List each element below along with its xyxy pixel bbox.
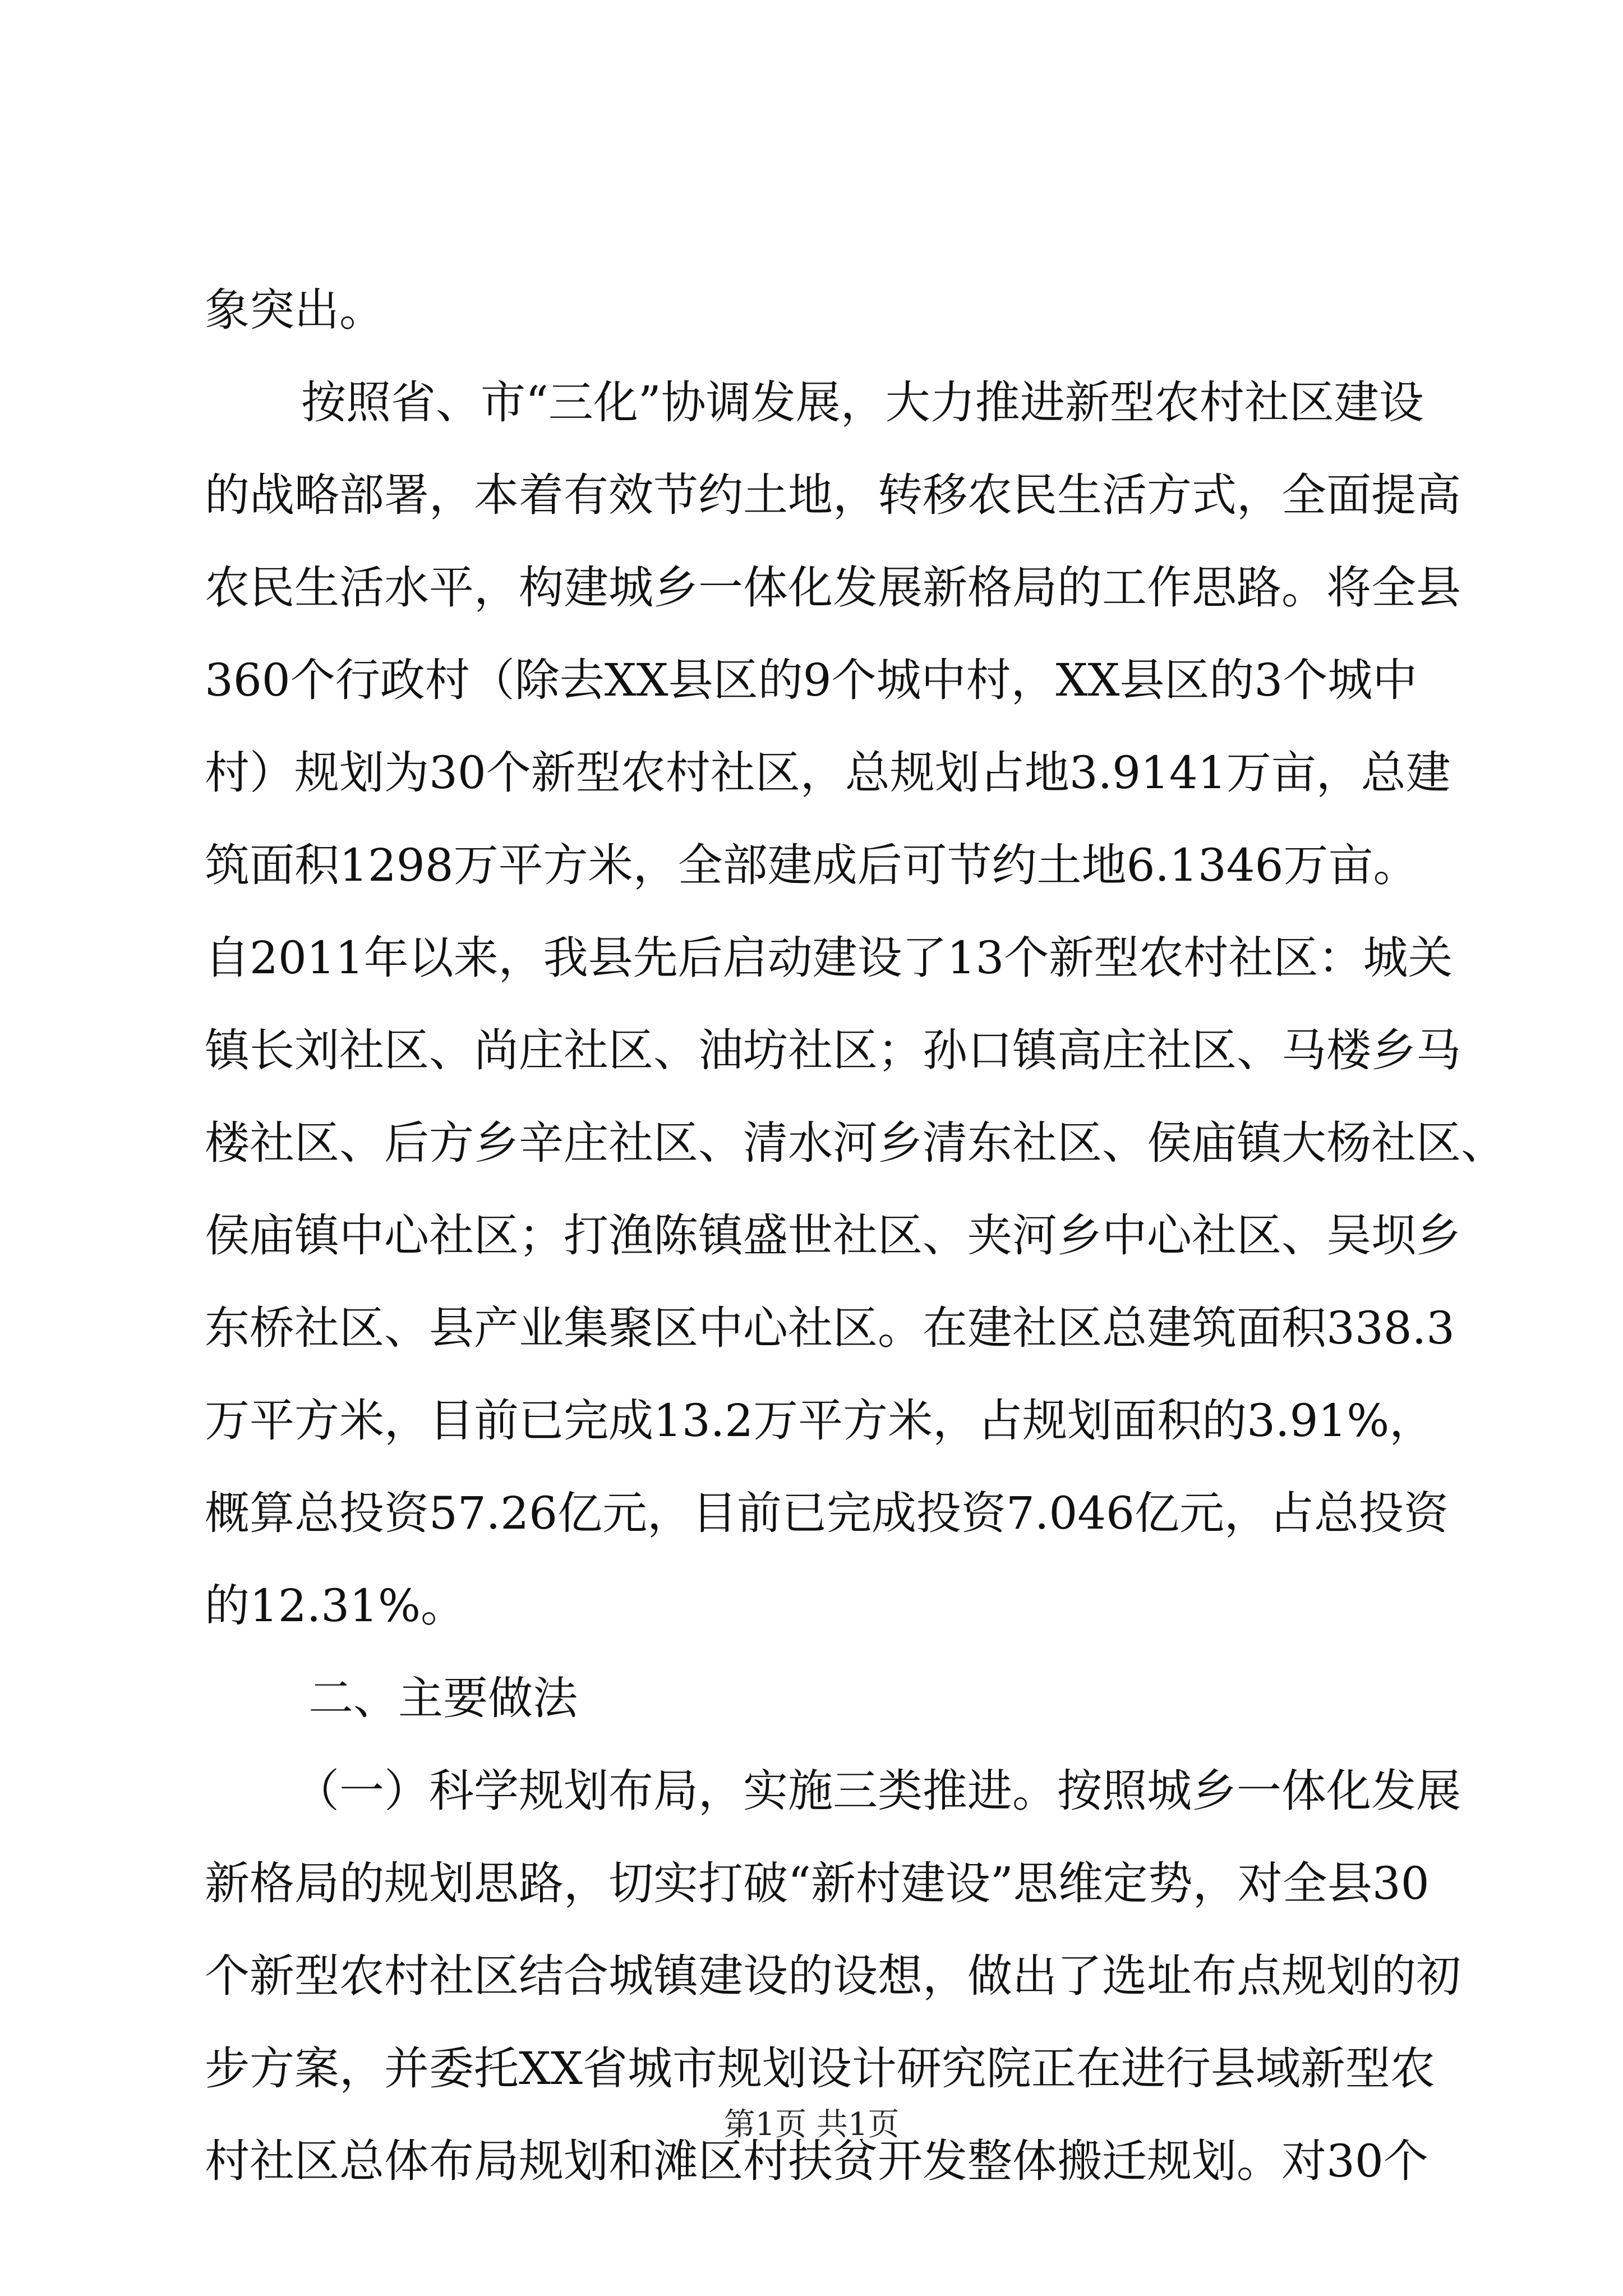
subsection-heading-line: （一）科学规划布局，实施三类推进。按照城乡一体化发展 — [294, 1765, 1461, 1817]
text-line: 步方案，并委托XX省城市规划设计研究院正在进行县域新型农 — [205, 2042, 1435, 2095]
text-line: 概算总投资57.26亿元，目前已完成投资7.046亿元，占总投资 — [205, 1487, 1449, 1539]
text-line: 360个行政村（除去XX县区的9个城中村，XX县区的3个城中 — [205, 654, 1418, 706]
text-line: 个新型农村社区结合城镇建设的设想，做出了选址布点规划的初 — [205, 1950, 1461, 2002]
text-line: 楼社区、后方乡辛庄社区、清水河乡清东社区、侯庙镇大杨社区、 — [205, 1117, 1506, 1169]
text-line: 侯庙镇中心社区；打渔陈镇盛世社区、夹河乡中心社区、吴坝乡 — [205, 1209, 1461, 1262]
text-line: 万平方米，目前已完成13.2万平方米，占规划面积的3.91%， — [205, 1395, 1435, 1447]
text-line: 镇长刘社区、尚庄社区、油坊社区；孙口镇高庄社区、马楼乡马 — [205, 1024, 1461, 1076]
text-line: 的战略部署，本着有效节约土地，转移农民生活方式，全面提高 — [205, 469, 1461, 521]
section-heading: 二、主要做法 — [308, 1672, 578, 1724]
text-line: 象突出。 — [205, 284, 384, 336]
text-line: 按照省、市“三化”协调发展，大力推进新型农村社区建设 — [301, 376, 1424, 429]
text-line: 村）规划为30个新型农村社区，总规划占地3.9141万亩，总建 — [205, 747, 1451, 799]
text-line: 村社区总体布局规划和滩区村扶贫开发整体搬迁规划。对30个 — [205, 2135, 1428, 2187]
text-line: 农民生活水平，构建城乡一体化发展新格局的工作思路。将全县 — [205, 562, 1461, 614]
text-line: 筑面积1298万平方米，全部建成后可节约土地6.1346万亩。 — [205, 839, 1418, 891]
text-line: 新格局的规划思路，切实打破“新村建设”思维定势，对全县30 — [205, 1857, 1430, 1910]
page-number-footer: 第1页 共1页 — [723, 2106, 900, 2143]
body-text — [205, 264, 1506, 2207]
text-line: 自2011年以来，我县先后启动建设了13个新型农村社区：城关 — [205, 932, 1453, 984]
text-line: 的12.31%。 — [205, 1580, 466, 1632]
text-line: 东桥社区、县产业集聚区中心社区。在建社区总建筑面积338.3 — [205, 1302, 1455, 1354]
